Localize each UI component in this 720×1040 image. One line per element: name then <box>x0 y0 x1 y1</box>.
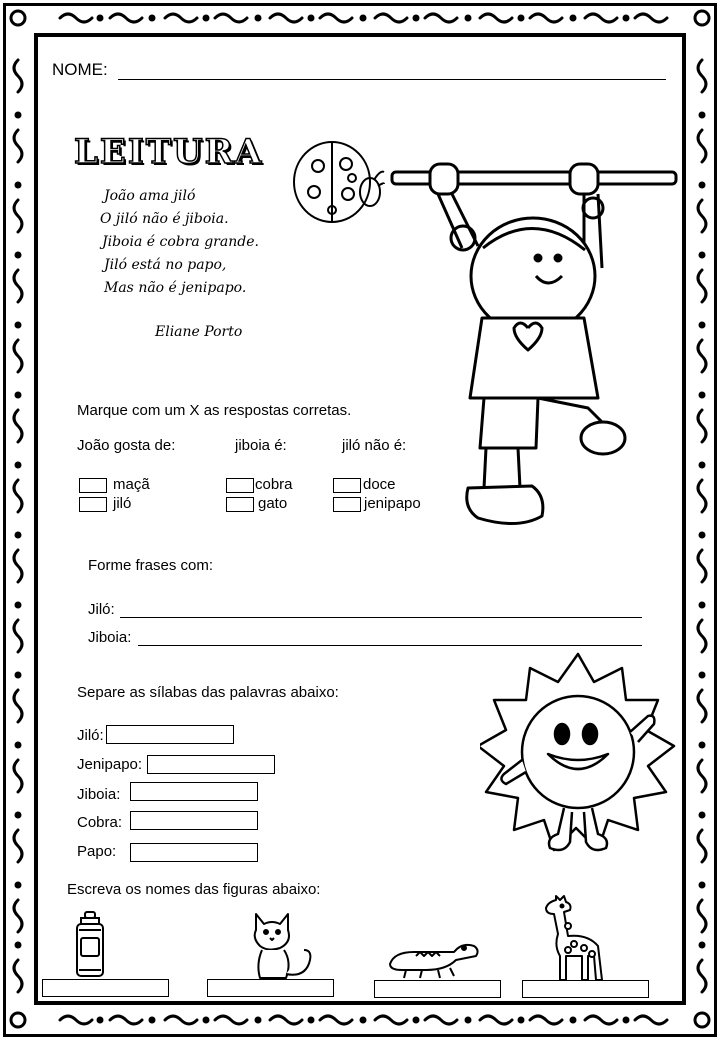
figure-answer-box[interactable] <box>522 980 649 998</box>
sentences-instruction: Forme frases com: <box>88 557 214 574</box>
sun-flower-illustration <box>480 650 676 858</box>
poem-line: Jiló está no papo, <box>104 257 227 273</box>
name-label: NOME: <box>52 60 108 79</box>
answer-checkbox[interactable] <box>333 478 361 493</box>
syllable-box[interactable] <box>130 811 258 830</box>
giraffe-icon <box>544 892 610 980</box>
poem-line: Mas não é jenipapo. <box>104 280 247 296</box>
quiz-instruction: Marque com um X as respostas corretas. <box>77 402 352 419</box>
syllable-box[interactable] <box>130 782 258 801</box>
cat-icon <box>248 910 318 980</box>
sentence-line[interactable] <box>138 645 642 646</box>
syllable-word: Jenipapo: <box>77 756 143 773</box>
answer-checkbox[interactable] <box>226 497 254 512</box>
answer-option: doce <box>363 476 396 493</box>
ladybug-icon <box>290 136 386 228</box>
syllables-instruction: Separe as sílabas das palavras abaixo: <box>77 684 339 701</box>
child-hanging-illustration <box>388 158 680 542</box>
name-line[interactable] <box>118 79 666 80</box>
quiz-question: João gosta de: <box>77 437 176 454</box>
poem-line: Jiboia é cobra grande. <box>102 234 259 250</box>
quiz-question: jiboia é: <box>235 437 287 454</box>
answer-option: gato <box>258 495 288 512</box>
syllable-word: Papo: <box>77 843 117 860</box>
syllable-box[interactable] <box>130 843 258 862</box>
figure-answer-box[interactable] <box>374 980 501 998</box>
crocodile-icon <box>386 940 480 980</box>
answer-checkbox[interactable] <box>79 497 107 512</box>
poem-author: Eliane Porto <box>155 324 243 340</box>
answer-option: jenipapo <box>364 495 421 512</box>
figure-answer-box[interactable] <box>207 979 334 997</box>
answer-checkbox[interactable] <box>333 497 361 512</box>
figures-instruction: Escreva os nomes das figuras abaixo: <box>67 881 321 898</box>
answer-checkbox[interactable] <box>79 478 107 493</box>
syllable-word: Jiló: <box>77 727 104 744</box>
bottle-icon <box>74 910 106 978</box>
answer-option: jiló <box>113 495 132 512</box>
syllable-box[interactable] <box>147 755 275 774</box>
figure-answer-box[interactable] <box>42 979 169 997</box>
sentence-line[interactable] <box>120 617 642 618</box>
poem-line: João ama jiló <box>104 188 196 204</box>
answer-option: maçã <box>113 476 150 493</box>
poem-line: O jiló não é jiboia. <box>100 211 229 227</box>
quiz-question: jiló não é: <box>342 437 407 454</box>
syllable-word: Jiboia: <box>77 786 121 803</box>
reading-title: LEITURA <box>74 132 264 172</box>
answer-checkbox[interactable] <box>226 478 254 493</box>
syllable-box[interactable] <box>106 725 234 744</box>
syllable-word: Cobra: <box>77 814 123 831</box>
sentence-word: Jiboia: <box>88 629 132 646</box>
sentence-word: Jiló: <box>88 601 115 618</box>
answer-option: cobra <box>255 476 293 493</box>
